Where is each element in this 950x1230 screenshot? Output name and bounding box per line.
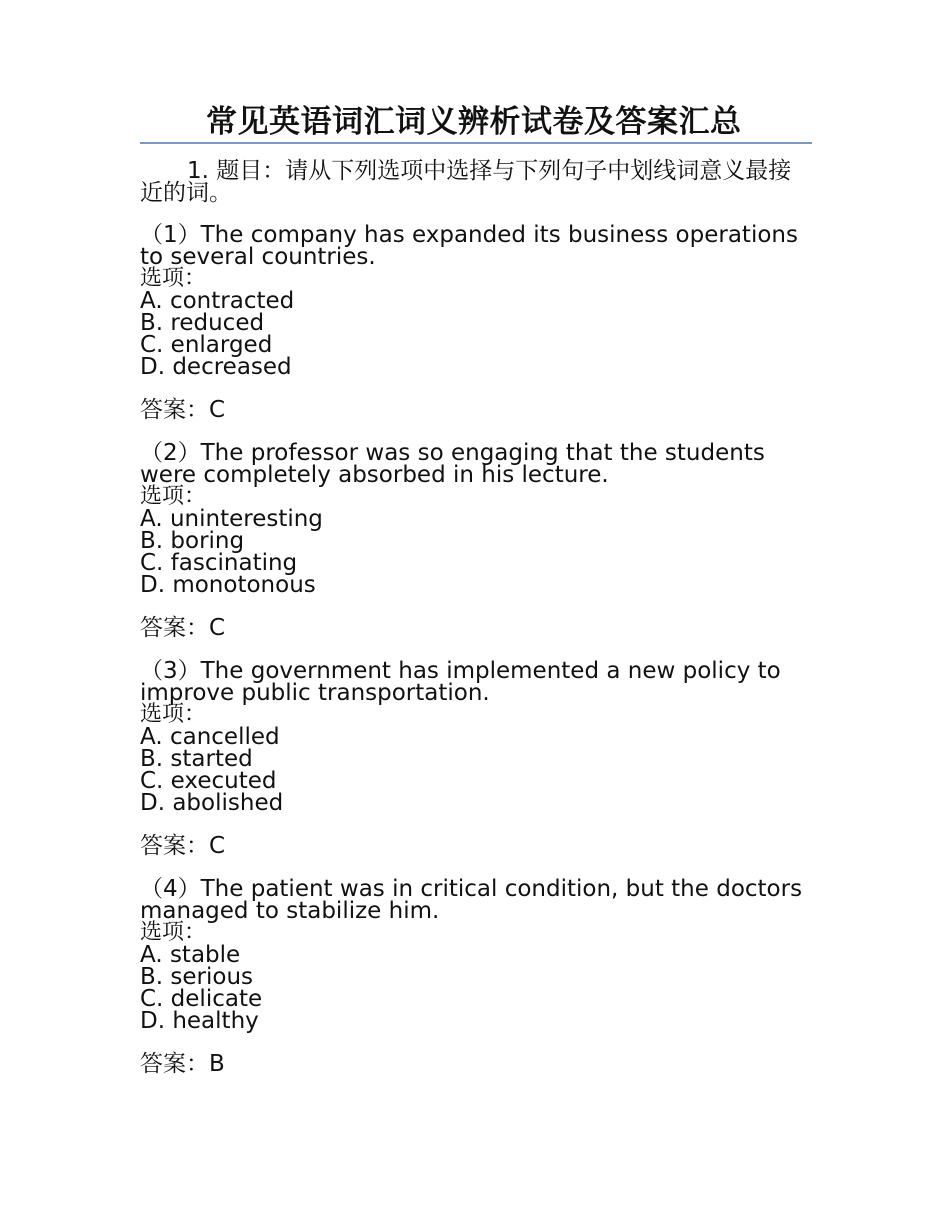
answer-text: 答案：B — [140, 1051, 225, 1077]
option-d: D. decreased — [140, 354, 292, 380]
question-3 — [140, 660, 812, 858]
question-stem: （1）The company has expanded its business operations to several countries. — [140, 222, 798, 270]
option-d: D. abolished — [140, 790, 284, 816]
option-a: A. uninteresting — [140, 506, 323, 532]
options-label: 选项： — [140, 920, 207, 945]
option-a: A. cancelled — [140, 724, 280, 750]
question-stem: （3）The government has implemented a new policy to improve public transportation. — [140, 658, 781, 706]
option-c: C. delicate — [140, 986, 263, 1012]
option-b: B. started — [140, 746, 253, 772]
option-a: A. stable — [140, 942, 241, 968]
option-c: C. executed — [140, 768, 277, 794]
document-title: 常见英语词汇词义辨析试卷及答案汇总 — [206, 104, 742, 140]
answer-text: 答案：C — [140, 397, 226, 423]
option-a: A. contracted — [140, 288, 295, 314]
option-c: C. fascinating — [140, 550, 298, 576]
answer-text: 答案：C — [140, 833, 226, 859]
option-d: D. monotonous — [140, 572, 316, 598]
options-label: 选项： — [140, 484, 207, 509]
option-b: B. reduced — [140, 310, 265, 336]
question-stem: （2）The professor was so engaging that the students were completely absorbed in his lecture. — [140, 440, 765, 488]
document-page — [140, 100, 812, 1076]
option-b: B. boring — [140, 528, 245, 554]
question-stem: （4）The patient was in critical condition, but the doctors managed to stabilize him. — [140, 876, 803, 924]
answer-text: 答案：C — [140, 615, 226, 641]
question-4 — [140, 878, 812, 1076]
option-b: B. serious — [140, 964, 254, 990]
title-block — [140, 100, 812, 144]
option-c: C. enlarged — [140, 332, 273, 358]
instructions: 1. 题目：请从下列选项中选择与下列句子中划线词意义最接近的词。 — [140, 158, 792, 206]
question-1 — [140, 224, 812, 422]
option-d: D. healthy — [140, 1008, 259, 1034]
options-label: 选项： — [140, 702, 207, 727]
options-label: 选项： — [140, 266, 207, 291]
question-2 — [140, 442, 812, 640]
